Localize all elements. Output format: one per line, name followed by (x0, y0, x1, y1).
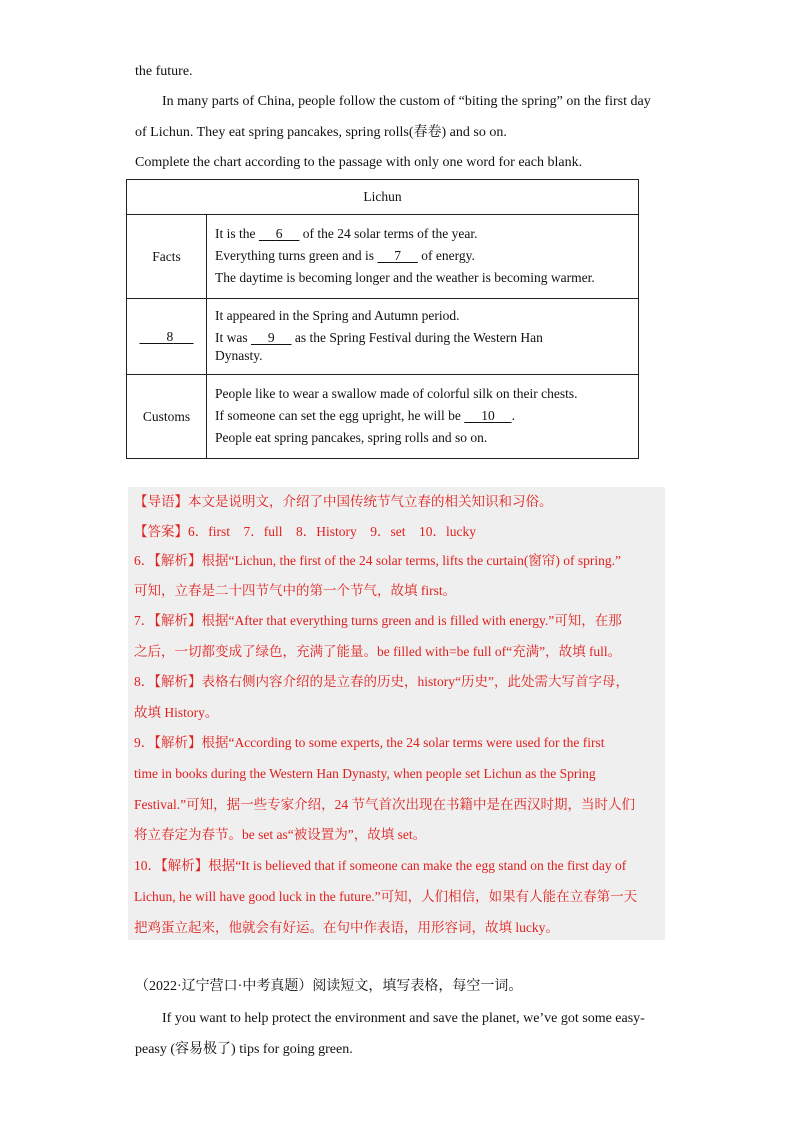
answer-line: 9．【解析】根据“According to some experts, the 24 solar terms were used for the first (134, 735, 605, 750)
table-line: It is the 6 of the 24 solar terms of the year. (215, 225, 478, 241)
table-line: The daytime is becoming longer and the weather is becoming warmer. (215, 269, 595, 285)
next-question-line-1: If you want to help protect the environment and save the planet, we’ve got some easy- (162, 1011, 645, 1026)
blank-9: 9 (267, 329, 275, 345)
answer-line: time in books during the Western Han Dynasty, when people set Lichun as the Spring (134, 766, 596, 781)
paragraph-line-1: In many parts of China, people follow the custom of “biting the spring” on the first day (162, 94, 651, 109)
blank-6: 6 (275, 225, 283, 241)
table-line: It appeared in the Spring and Autumn period. (215, 307, 460, 323)
next-question-header: （2022·辽宁营口·中考真题）阅读短文，填写表格，每空一词。 (135, 979, 523, 994)
table-line: Dynasty. (215, 347, 263, 363)
blank-7: 7 (394, 247, 401, 263)
row-content-history (207, 299, 639, 375)
table-title: Lichun (127, 180, 639, 215)
answer-line: 将立春定为春节。be set as“被设置为”，故填 set。 (134, 827, 427, 842)
table-line: Everything turns green and is 7 of energy. (215, 247, 475, 263)
answer-line: 之后，一切都变成了绿色，充满了能量。be filled with=be full of“充满”，故填 full。 (134, 644, 622, 659)
table-row (127, 215, 639, 299)
blank-8: 8 (166, 328, 174, 344)
answer-line: 6．【解析】根据“Lichun, the first of the 24 solar terms, lifts the curtain(窗帘) of spring.” (134, 553, 622, 568)
next-question-line-2: peasy (容易极了) tips for going green. (135, 1042, 353, 1057)
intro-tail: the future. (135, 64, 193, 79)
answer-line: 7．【解析】根据“After that everything turns green and is filled with energy.”可知，在那 (134, 613, 622, 628)
answer-line: Festival.”可知，据一些专家介绍，24 节气首次出现在书籍中是在西汉时期，当时人们 (134, 797, 635, 812)
table-line: If someone can set the egg upright, he will be 10 . (215, 407, 515, 423)
row-label-blank-8 (127, 299, 207, 375)
table-line: It was 9 as the Spring Festival during the Western Han (215, 329, 543, 345)
blank-10: 10 (481, 407, 495, 423)
instruction: Complete the chart according to the passage with only one word for each blank. (135, 155, 583, 170)
row-content-facts (207, 215, 639, 299)
row-label-facts: Facts (127, 215, 207, 299)
answer-line: 可知，立春是二十四节气中的第一个节气，故填 first。 (134, 583, 457, 598)
answer-line: 故填 History。 (134, 705, 219, 720)
table-row (127, 299, 639, 375)
answer-line: 把鸡蛋立起来，他就会有好运。在句中作表语，用形容词，故填 lucky。 (134, 920, 559, 935)
answer-line: 10．【解析】根据“It is believed that if someone can make the egg stand on the first day of (134, 858, 627, 873)
answer-line: Lichun, he will have good luck in the future.”可知，人们相信，如果有人能在立春第一天 (134, 889, 638, 904)
table-line: People like to wear a swallow made of colorful silk on their chests. (215, 385, 578, 401)
row-content-customs (207, 375, 639, 459)
row-label-customs: Customs (127, 375, 207, 459)
table-line: People eat spring pancakes, spring rolls and so on. (215, 429, 488, 445)
answer-line: 【答案】6．first 7．full 8．History 9．set 10．lucky (134, 524, 476, 539)
paragraph-line-2: of Lichun. They eat spring pancakes, spring rolls(春卷) and so on. (135, 125, 507, 140)
table-row (127, 375, 639, 459)
answer-line: 8．【解析】表格右侧内容介绍的是立春的历史，history“历史”，此处需大写首字母， (134, 674, 629, 689)
lichun-chart-table (126, 179, 639, 459)
answer-line: 【导语】本文是说明文，介绍了中国传统节气立春的相关知识和习俗。 (134, 494, 553, 509)
